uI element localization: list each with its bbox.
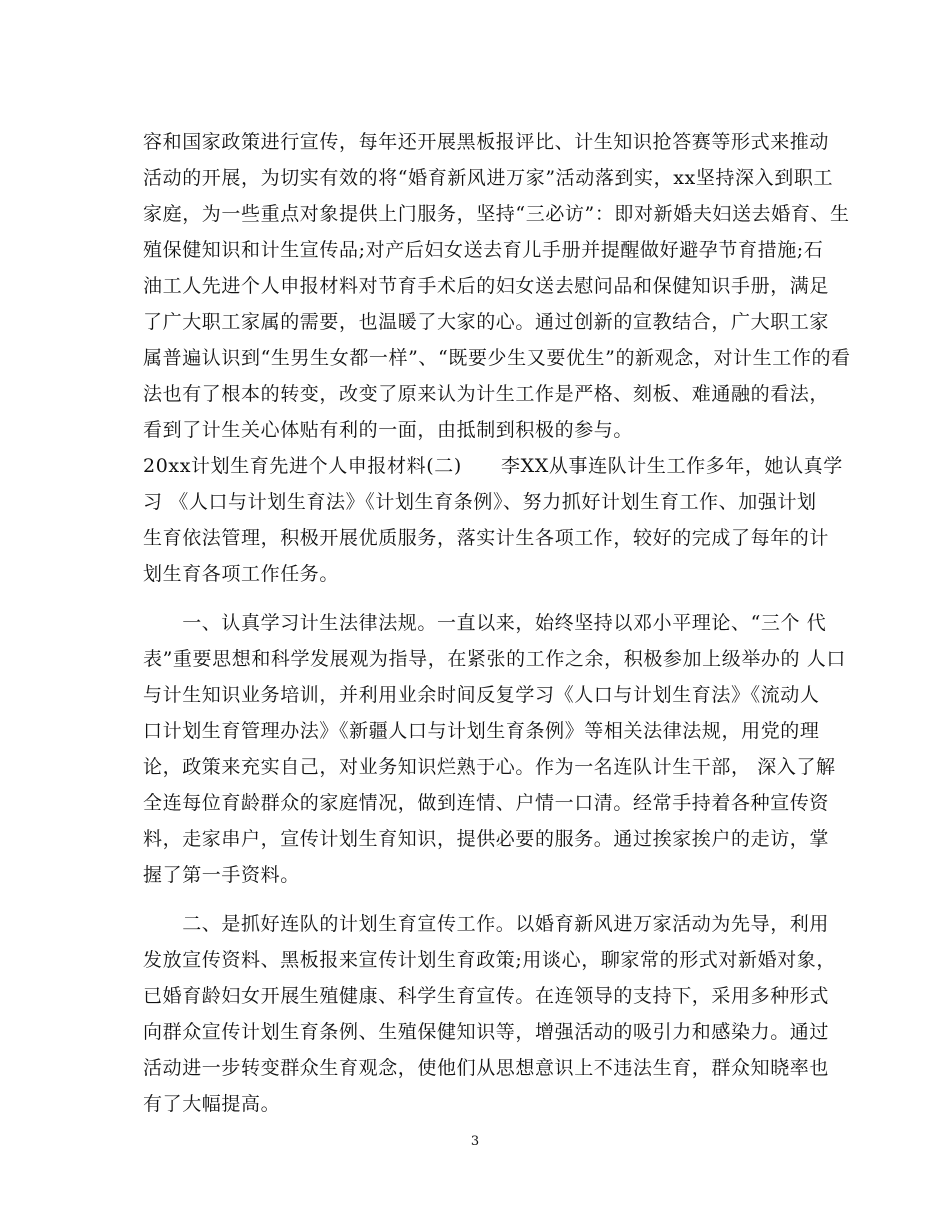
text-line: 活动的开展，为切实有效的将“婚育新风进万家”活动落到实，xx坚持深入到职工 bbox=[143, 167, 834, 189]
text-line: 殖保健知识和计生宣传品;对产后妇女送去育儿手册并提醒做好避孕节育措施;石 bbox=[143, 239, 824, 261]
text-line: 家庭，为一些重点对象提供上门服务，坚持“三必访”：即对新婚夫妇送去婚育、生 bbox=[143, 203, 850, 225]
text-line: 料，走家串户，宣传计划生育知识，提供必要的服务。通过挨家挨户的走访，掌 bbox=[143, 828, 830, 850]
text-line: 握了第一手资料。 bbox=[143, 864, 300, 886]
text-line: 习 《人口与计划生育法》《计划生育条例》、努力抓好计划生育工作、加强计划 bbox=[143, 491, 817, 513]
text-line: 已婚育龄妇女开展生殖健康、科学生育宣传。在连领导的支持下，采用多种形式 bbox=[143, 985, 830, 1007]
text-line: 看到了计生关心体贴有利的一面，由抵制到积极的参与。 bbox=[143, 419, 634, 441]
text-line: 表”重要思想和科学发展观为指导，在紧张的工作之余，积极参加上级举办的 人口 bbox=[143, 648, 846, 670]
text-line: 划生育各项工作任务。 bbox=[143, 563, 340, 585]
section-heading-line: 20xx计划生育先进个人申报材料(二) 李XX从事连队计生工作多年，她认真学 bbox=[143, 455, 843, 477]
paragraph-start-line: 一、认真学习计生法律法规。一直以来，始终坚持以邓小平理论、“三个 代 bbox=[143, 612, 827, 634]
text-line: 全连每位育龄群众的家庭情况，做到连情、户情一口清。经常手持着各种宣传资 bbox=[143, 792, 830, 814]
text-line: 了广大职工家属的需要，也温暖了大家的心。通过创新的宣教结合，广大职工家 bbox=[143, 311, 830, 333]
text-line: 向群众宣传计划生育条例、生殖保健知识等，增强活动的吸引力和感染力。通过 bbox=[143, 1021, 830, 1043]
text-line: 生育依法管理，积极开展优质服务，落实计生各项工作，较好的完成了每年的计 bbox=[143, 527, 830, 549]
text-line: 油工人先进个人申报材料对节育手术后的妇女送去慰问品和保健知识手册，满足 bbox=[143, 275, 830, 297]
text-line: 口计划生育管理办法》《新疆人口与计划生育条例》等相关法律法规，用党的理 bbox=[143, 720, 820, 742]
text-line: 容和国家政策进行宣传，每年还开展黑板报评比、计生知识抢答赛等形式来推动 bbox=[143, 131, 830, 153]
text-line: 活动进一步转变群众生育观念，使他们从思想意识上不违法生育，群众知晓率也 bbox=[143, 1057, 830, 1079]
text-line: 属普遍认识到“生男生女都一样”、“既要少生又要优生”的新观念，对计生工作的看 bbox=[143, 347, 851, 369]
paragraph-start-line: 二、是抓好连队的计划生育宣传工作。以婚育新风进万家活动为先导，利用 bbox=[143, 913, 830, 935]
text-line: 法也有了根本的转变，改变了原来认为计生工作是严格、刻板、难通融的看法， bbox=[143, 383, 830, 405]
text-line: 与计生知识业务培训，并利用业余时间反复学习《人口与计划生育法》《流动人 bbox=[143, 684, 820, 706]
text-line: 发放宣传资料、黑板报来宣传计划生育政策;用谈心，聊家常的形式对新婚对象， bbox=[143, 949, 837, 971]
text-line: 论，政策来充实自己，对业务知识烂熟于心。作为一名连队计生干部， 深入了解 bbox=[143, 756, 836, 778]
text-line: 有了大幅提高。 bbox=[143, 1093, 281, 1115]
page-number: 3 bbox=[470, 1134, 480, 1149]
